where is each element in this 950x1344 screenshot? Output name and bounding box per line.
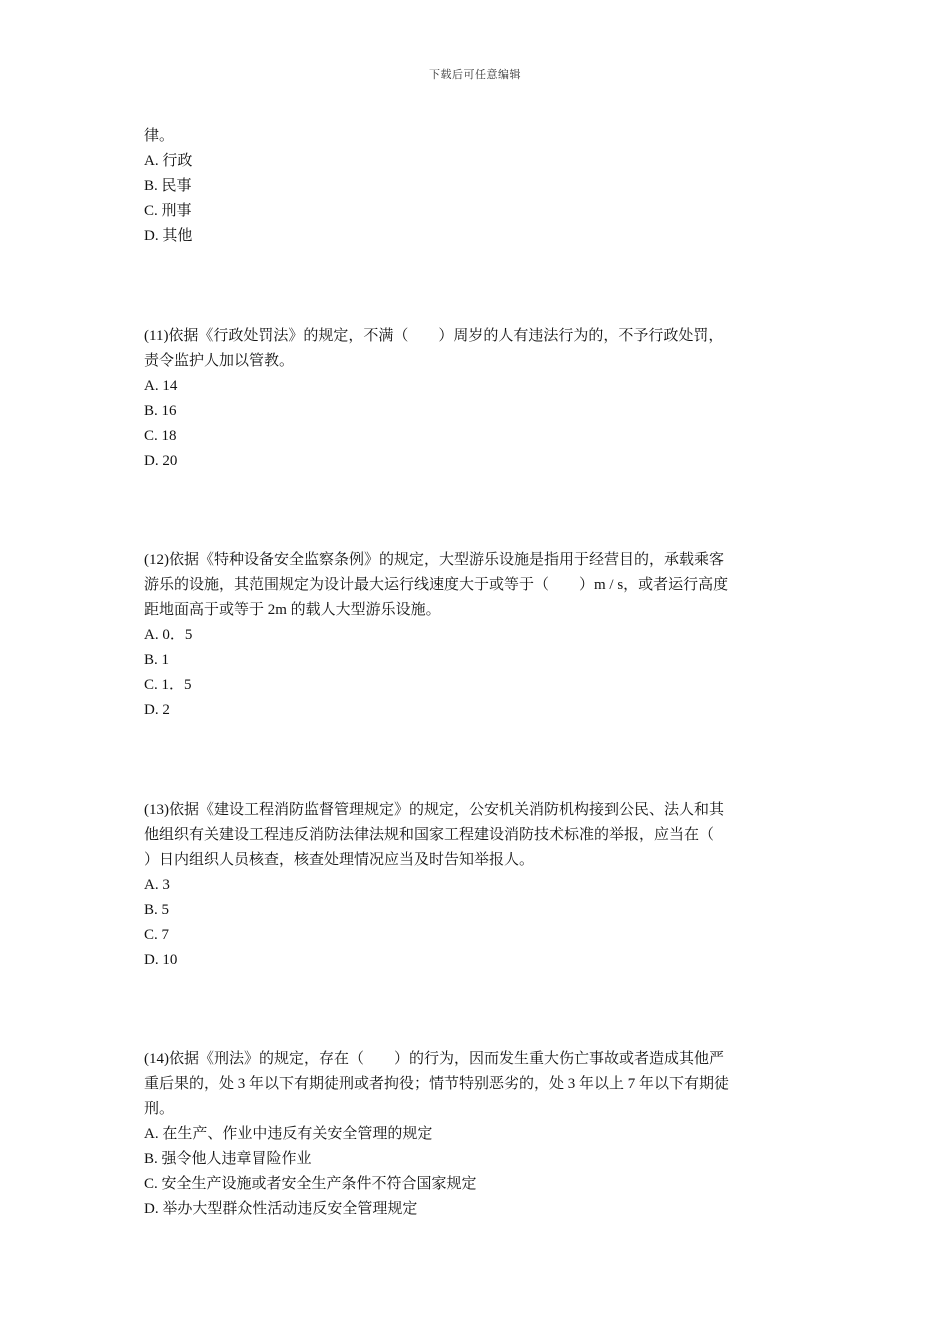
question-11	[144, 324, 808, 474]
question-stem-line-3: 距地面高于或等于 2m 的载人大型游乐设施。	[144, 602, 441, 618]
question-stem-line-3: 刑。	[144, 1101, 175, 1117]
spacer	[144, 249, 808, 324]
question-stem-line-2: 责令监护人加以管教。	[144, 353, 295, 369]
option-d: D. 2	[144, 702, 170, 718]
option-d: D. 20	[144, 453, 178, 469]
option-a: A. 3	[144, 877, 170, 893]
document-body	[144, 124, 808, 1222]
option-a: A. 在生产、作业中违反有关安全管理的规定	[144, 1126, 433, 1142]
option-b: B. 民事	[144, 178, 192, 194]
question-14	[144, 1047, 808, 1222]
option-a: A. 0．5	[144, 627, 193, 643]
question-stem-line-1: (12)依据《特种设备安全监察条例》的规定，大型游乐设施是指用于经营目的，承载乘客	[144, 552, 724, 568]
page-header: 下载后可任意编辑	[429, 69, 521, 81]
question-stem-line-1: (11)依据《行政处罚法》的规定，不满（ ）周岁的人有违法行为的，不予行政处罚，	[144, 328, 724, 344]
option-c: C. 7	[144, 927, 170, 943]
question-10	[144, 124, 808, 249]
spacer	[144, 973, 808, 1047]
option-b: B. 16	[144, 403, 177, 419]
question-stem: 律。	[144, 128, 175, 144]
option-c: C. 18	[144, 428, 177, 444]
question-stem-line-1: (13)依据《建设工程消防监督管理规定》的规定，公安机关消防机构接到公民、法人和其	[144, 802, 724, 818]
option-b: B. 5	[144, 902, 170, 918]
option-d: D. 其他	[144, 228, 193, 244]
option-c: C. 安全生产设施或者安全生产条件不符合国家规定	[144, 1176, 477, 1192]
option-a: A. 行政	[144, 153, 193, 169]
question-stem-line-2: 他组织有关建设工程违反消防法律法规和国家工程建设消防技术标准的举报，应当在（	[144, 827, 715, 843]
option-c: C. 刑事	[144, 203, 192, 219]
question-stem-line-3: ）日内组织人员核查，核查处理情况应当及时告知举报人。	[144, 852, 535, 868]
option-c: C. 1．5	[144, 677, 192, 693]
question-stem-line-2: 重后果的，处 3 年以下有期徒刑或者拘役；情节特别恶劣的，处 3 年以上 7 年以下有期徒	[144, 1076, 730, 1092]
spacer	[144, 723, 808, 798]
question-stem-line-2: 游乐的设施，其范围规定为设计最大运行线速度大于或等于（ ）m / s，或者运行高度	[144, 577, 729, 593]
option-a: A. 14	[144, 378, 178, 394]
option-d: D. 举办大型群众性活动违反安全管理规定	[144, 1201, 418, 1217]
option-d: D. 10	[144, 952, 178, 968]
question-stem-line-1: (14)依据《刑法》的规定，存在（ ）的行为，因而发生重大伤亡事故或者造成其他严	[144, 1051, 724, 1067]
option-b: B. 1	[144, 652, 170, 668]
question-12	[144, 548, 808, 723]
option-b: B. 强令他人违章冒险作业	[144, 1151, 312, 1167]
spacer	[144, 474, 808, 548]
question-13	[144, 798, 808, 973]
